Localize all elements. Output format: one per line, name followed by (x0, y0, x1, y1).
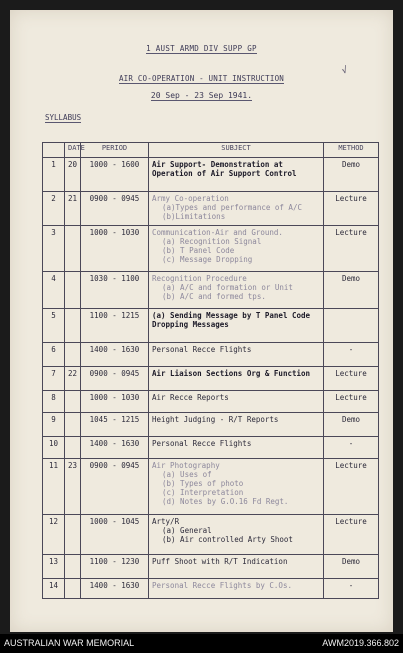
table-row (43, 309, 379, 343)
subject-line: Air Photography (152, 461, 220, 470)
cell-date (65, 343, 81, 367)
table-row (43, 515, 379, 555)
subject-line: (b) T Panel Code (162, 246, 235, 255)
cell-date (65, 272, 81, 309)
cell-subject (149, 226, 324, 272)
cell-serial: 4 (43, 272, 65, 309)
syllabus-table (42, 142, 379, 599)
cell-date: 23 (65, 459, 81, 515)
subject-line: Personal Recce Flights (152, 345, 252, 354)
cell-method: - (324, 343, 379, 367)
cell-serial: 10 (43, 437, 65, 459)
archive-footer (0, 634, 403, 653)
cell-method: - (324, 579, 379, 599)
cell-method: Lecture (324, 459, 379, 515)
cell-subject (149, 192, 324, 226)
cell-period: 0900 - 0945 (81, 192, 149, 226)
cell-date (65, 579, 81, 599)
subject-line: Personal Recce Flights (152, 439, 252, 448)
cell-subject (149, 413, 324, 437)
header-serial (43, 143, 65, 158)
cell-date (65, 413, 81, 437)
cell-date (65, 226, 81, 272)
cell-method: Demo (324, 555, 379, 579)
subject-line: Operation of Air Support Control (152, 169, 297, 178)
subject-line: (a) A/C and formation or Unit (162, 283, 293, 292)
cell-subject (149, 309, 324, 343)
table-row (43, 391, 379, 413)
cell-serial: 2 (43, 192, 65, 226)
table-header-row (43, 143, 379, 158)
cell-period: 1030 - 1100 (81, 272, 149, 309)
table-row (43, 555, 379, 579)
cell-serial: 8 (43, 391, 65, 413)
cell-subject (149, 459, 324, 515)
subject-line: (b) Air controlled Arty Shoot (162, 535, 293, 544)
cell-period: 1000 - 1045 (81, 515, 149, 555)
subject-line: Army Co-operation (152, 194, 229, 203)
cell-period: 0900 - 0945 (81, 367, 149, 391)
cell-period: 1400 - 1630 (81, 343, 149, 367)
subject-line: Communication-Air and Ground. (152, 228, 283, 237)
table-body (43, 158, 379, 599)
table-row (43, 158, 379, 192)
subject-line: Arty/R (152, 517, 180, 526)
cell-period: 0900 - 0945 (81, 459, 149, 515)
subject-line: Air Support- Demonstration at (152, 160, 283, 169)
cell-date (65, 437, 81, 459)
subject-line: (b) A/C and formed tps. (162, 292, 266, 301)
cell-method: Lecture (324, 515, 379, 555)
cell-subject (149, 272, 324, 309)
subject-line: Personal Recce Flights by C.Os. (152, 581, 292, 590)
cell-subject (149, 555, 324, 579)
subject-line: (a) Uses of (162, 470, 212, 479)
cell-period: 1400 - 1630 (81, 579, 149, 599)
subject-line: (c) Message Dropping (162, 255, 253, 264)
cell-subject (149, 579, 324, 599)
syllabus-label: SYLLABUS (45, 113, 82, 122)
archive-reference: AWM2019.366.802 (322, 638, 399, 648)
cell-period: 1045 - 1215 (81, 413, 149, 437)
course-dates: 20 Sep - 23 Sep 1941. (150, 91, 253, 100)
table-row (43, 226, 379, 272)
subject-line: Puff Shoot with R/T Indication (152, 557, 288, 566)
subject-line: (a) Sending Message by T Panel Code (152, 311, 311, 320)
cell-period: 1100 - 1230 (81, 555, 149, 579)
subject-line: (b) Types of photo (162, 479, 244, 488)
subject-line: Dropping Messages (152, 320, 229, 329)
archive-name: AUSTRALIAN WAR MEMORIAL (4, 638, 135, 648)
cell-method: Demo (324, 158, 379, 192)
subject-line: (d) Notes by G.O.16 Fd Regt. (162, 497, 289, 506)
cell-subject (149, 391, 324, 413)
cell-subject (149, 367, 324, 391)
cell-serial: 1 (43, 158, 65, 192)
subject-line: Air Liaison Sections Org & Function (152, 369, 311, 378)
table-row (43, 272, 379, 309)
cell-method: - (324, 437, 379, 459)
subject-line: Recognition Procedure (152, 274, 247, 283)
cell-date: 20 (65, 158, 81, 192)
document-page (10, 10, 393, 632)
cell-serial: 9 (43, 413, 65, 437)
cell-period: 1000 - 1030 (81, 226, 149, 272)
cell-method: Lecture (324, 367, 379, 391)
cell-method: Demo (324, 272, 379, 309)
cell-serial: 5 (43, 309, 65, 343)
table-row (43, 367, 379, 391)
cell-method (324, 309, 379, 343)
header-date: DATE (65, 143, 81, 158)
table-row (43, 192, 379, 226)
table-row (43, 459, 379, 515)
cell-subject (149, 343, 324, 367)
cell-period: 1000 - 1600 (81, 158, 149, 192)
cell-subject (149, 437, 324, 459)
course-heading: AIR CO-OPERATION - UNIT INSTRUCTION (118, 74, 285, 83)
subject-line: (a)Types and performance of A/C (162, 203, 302, 212)
cell-date: 21 (65, 192, 81, 226)
table-row (43, 437, 379, 459)
cell-date (65, 309, 81, 343)
cell-serial: 14 (43, 579, 65, 599)
cell-period: 1400 - 1630 (81, 437, 149, 459)
handwritten-tick-mark: √ (340, 65, 349, 77)
cell-method: Lecture (324, 226, 379, 272)
subject-line: (a) Recognition Signal (162, 237, 262, 246)
cell-date (65, 515, 81, 555)
table-row (43, 579, 379, 599)
cell-date (65, 555, 81, 579)
cell-subject (149, 158, 324, 192)
cell-method: Demo (324, 413, 379, 437)
cell-period: 1100 - 1215 (81, 309, 149, 343)
cell-serial: 12 (43, 515, 65, 555)
cell-serial: 3 (43, 226, 65, 272)
cell-subject (149, 515, 324, 555)
subject-line: Air Recce Reports (152, 393, 229, 402)
table-row (43, 413, 379, 437)
header-period: PERIOD (81, 143, 149, 158)
cell-method: Lecture (324, 391, 379, 413)
cell-serial: 6 (43, 343, 65, 367)
header-method: METHOD (324, 143, 379, 158)
cell-date: 22 (65, 367, 81, 391)
subject-line: Height Judging - R/T Reports (152, 415, 279, 424)
cell-serial: 13 (43, 555, 65, 579)
cell-date (65, 391, 81, 413)
cell-method: Lecture (324, 192, 379, 226)
subject-line: (a) General (162, 526, 212, 535)
cell-serial: 7 (43, 367, 65, 391)
cell-period: 1000 - 1030 (81, 391, 149, 413)
unit-heading: 1 AUST ARMD DIV SUPP GP (146, 44, 257, 53)
cell-serial: 11 (43, 459, 65, 515)
header-subject: SUBJECT (149, 143, 324, 158)
table-row (43, 343, 379, 367)
subject-line: (b)Limitations (162, 212, 226, 221)
subject-line: (c) Interpretation (162, 488, 244, 497)
